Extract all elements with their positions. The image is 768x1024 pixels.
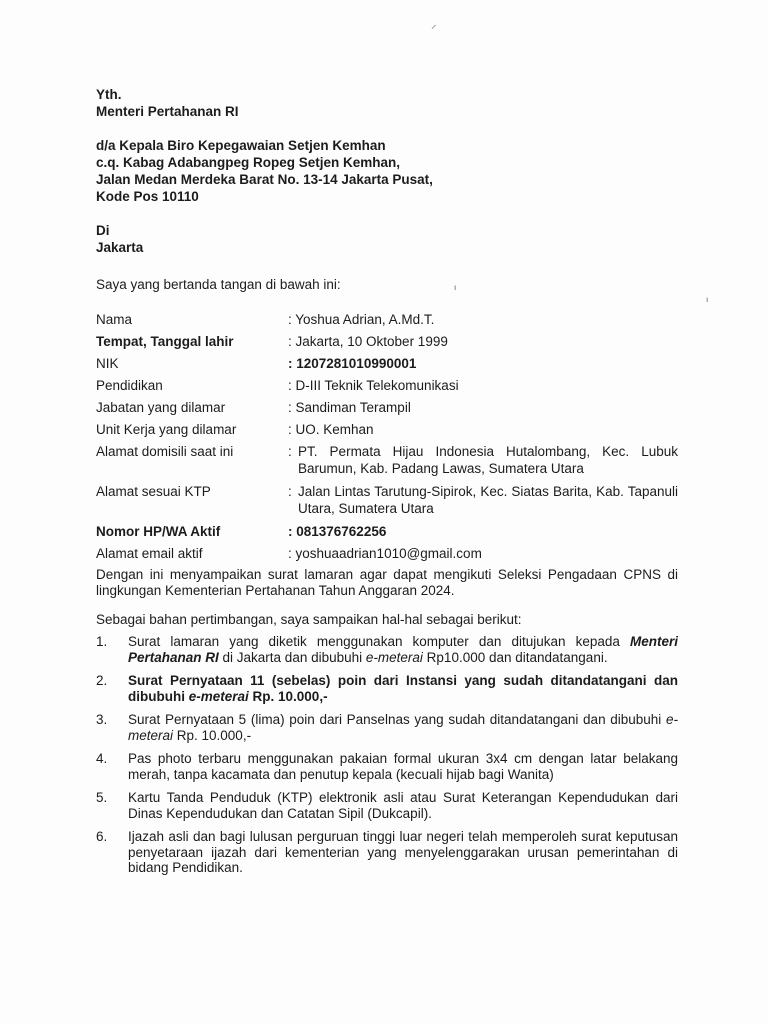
identity-row-phone: Nomor HP/WA Aktif : 081376762256 — [96, 524, 387, 539]
list-item-text-segment: e-meterai — [188, 688, 249, 704]
intro-text: Saya yang bertanda tangan di bawah ini: — [96, 277, 341, 292]
list-item-text-segment: Rp. 10.000,- — [173, 727, 252, 743]
list-item-number: 3. — [96, 712, 108, 727]
list-item-text-segment: Surat lamaran yang diketik menggunakan komputer dan ditujukan kepada — [128, 634, 630, 649]
list-item-text-segment: e-meterai — [128, 712, 678, 743]
recipient-name: Menteri Pertahanan RI — [96, 104, 239, 119]
identity-row-education: Pendidikan : D-III Teknik Telekomunikasi — [96, 378, 459, 393]
list-item — [96, 751, 678, 782]
list-item-text-segment: Surat Pernyataan 11 (sebelas) poin dari Instansi yang sudah ditandatangani dan dibubuhi — [128, 673, 678, 704]
via-line: Kode Pos 10110 — [96, 189, 199, 204]
salutation-yth: Yth. — [96, 87, 122, 102]
list-item — [96, 829, 678, 876]
via-line: d/a Kepala Biro Kepegawaian Setjen Kemhan — [96, 138, 386, 153]
via-line: Jalan Medan Merdeka Barat No. 13-14 Jakarta Pusat, — [96, 172, 433, 187]
list-item — [96, 634, 678, 665]
identity-row-nik: NIK : 1207281010990001 — [96, 356, 417, 371]
identity-row-unit: Unit Kerja yang dilamar : UO. Kemhan — [96, 422, 374, 437]
list-item-text-segment: Rp. 10.000,- — [248, 688, 328, 704]
list-item-text-segment: di Jakarta dan dibubuhi — [218, 649, 366, 665]
list-item-number: 4. — [96, 751, 108, 766]
list-item-text-segment: Surat Pernyataan 5 (lima) poin dari Panselnas yang sudah ditandatangani dan dibubuhi — [128, 712, 666, 727]
list-item-text-segment: Menteri Pertahanan RI — [128, 634, 678, 665]
list-item-number: 2. — [96, 673, 108, 688]
list-item-text-segment: e-meterai — [365, 649, 423, 665]
list-item-number: 1. — [96, 634, 108, 649]
list-item-text — [128, 751, 678, 782]
di-label: Di — [96, 223, 110, 238]
identity-row-domicile: Alamat domisili saat ini : PT. Permata Hijau Indonesia Hutalombang, Kec. Lubuk Barumun, Kab. Padang Lawas, Sumatera Utara — [96, 444, 678, 476]
list-item-text — [128, 673, 678, 704]
letter-body — [96, 86, 678, 884]
list-item-number: 5. — [96, 790, 108, 805]
list-item-text-segment: Rp10.000 dan ditandatangani. — [422, 649, 608, 665]
list-item-text-segment: Pas photo terbaru menggunakan pakaian formal ukuran 3x4 cm dengan latar belakang merah, tanpa kacamata dan penutup kepala (kecuali hijab bagi Wanita) — [128, 751, 678, 782]
addressee-block — [96, 86, 678, 256]
list-item-number: 6. — [96, 829, 108, 844]
via-line: c.q. Kabag Adabangpeg Ropeg Setjen Kemhan, — [96, 155, 401, 170]
scan-speck-mark: ⸝ — [431, 19, 437, 31]
list-item-text — [128, 790, 678, 821]
identity-row-name: Nama : Yoshua Adrian, A.Md.T. — [96, 312, 435, 327]
attachment-list — [96, 634, 678, 876]
identity-row-position: Jabatan yang dilamar : Sandiman Terampil — [96, 400, 411, 415]
list-item-text — [128, 712, 678, 743]
identity-row-email: Alamat email aktif : yoshuaadrian1010@gmail.com — [96, 546, 482, 561]
scan-speck-mark: ı — [454, 283, 457, 292]
identity-row-birth: Tempat, Tanggal lahir : Jakarta, 10 Oktober 1999 — [96, 334, 448, 349]
city-label: Jakarta — [96, 240, 144, 255]
list-item-text-segment: Ijazah asli dan bagi lulusan perguruan tinggi luar negeri telah memperoleh surat keputusan penyetaraan ijazah dari kementerian yang menyelenggarakan urusan pemerintahan di bidang Pendidikan. — [128, 829, 678, 875]
list-item-text — [128, 634, 678, 665]
statement-paragraph: Dengan ini menyampaikan surat lamaran agar dapat mengikuti Seleksi Pengadaan CPNS di lingkungan Kementerian Pertahanan Tahun Anggaran 2024. — [96, 567, 678, 598]
list-item-text-segment: Kartu Tanda Penduduk (KTP) elektronik asli atau Surat Keterangan Kependudukan dari Dinas Kependudukan dan Catatan Sipil (Dukcapil). — [128, 790, 678, 821]
list-item — [96, 712, 678, 743]
list-item — [96, 790, 678, 821]
list-item — [96, 673, 678, 704]
applicant-identity-table — [96, 311, 678, 562]
scan-speck-mark: ı — [706, 295, 709, 304]
consideration-paragraph: Sebagai bahan pertimbangan, saya sampaikan hal-hal sebagai berikut: — [96, 612, 522, 627]
list-item-text — [128, 829, 678, 876]
identity-row-ktp-address: Alamat sesuai KTP : Jalan Lintas Tarutung-Sipirok, Kec. Siatas Barita, Kab. Tapanuli Utara, Sumatera Utara — [96, 484, 678, 516]
